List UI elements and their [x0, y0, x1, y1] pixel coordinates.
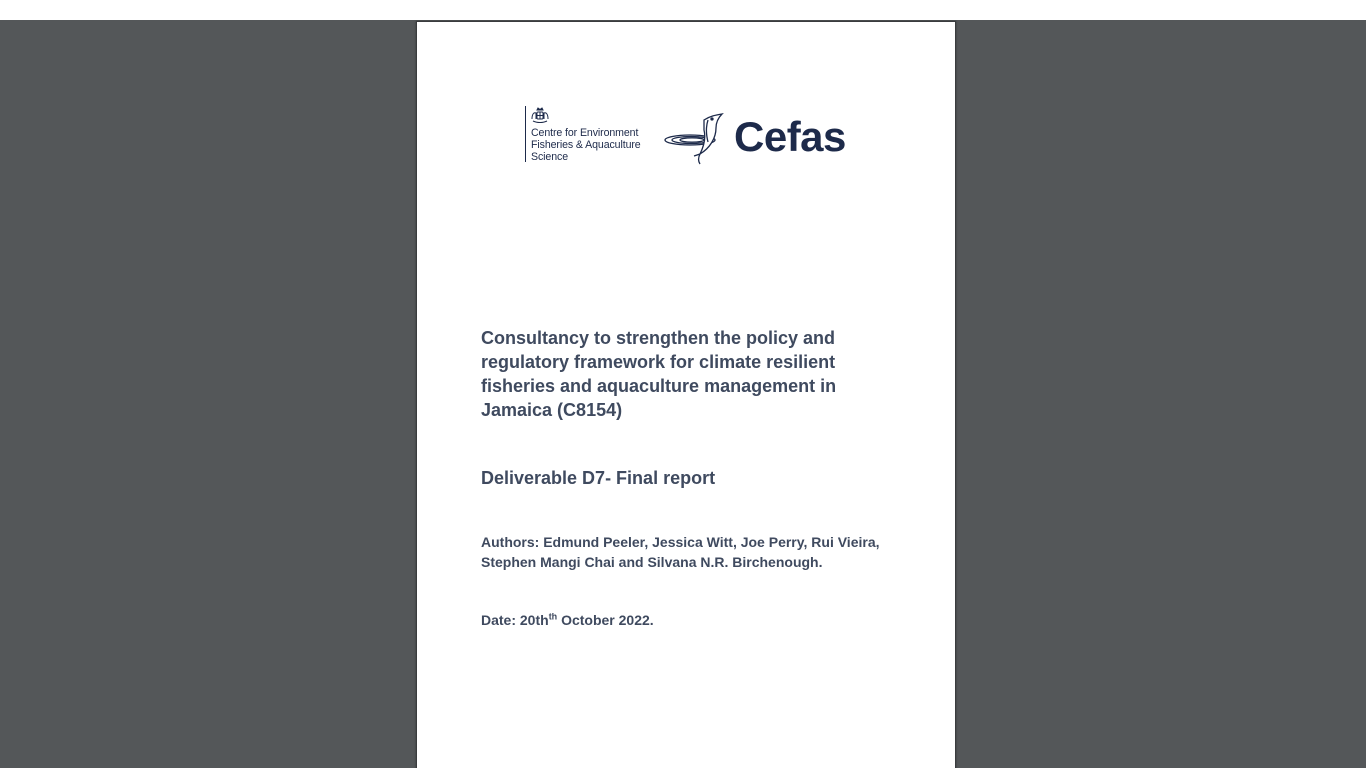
- government-logo: [525, 106, 641, 163]
- government-logo-text: [531, 127, 641, 163]
- report-title: Consultancy to strengthen the policy and regulatory framework for climate resilient fisheries and aquaculture management in Jamaica (C8154): [481, 328, 837, 420]
- logo-block: [525, 106, 855, 162]
- date-superscript: th: [548, 611, 558, 622]
- government-text-line3: Science: [531, 151, 568, 163]
- authors-line: Authors: Edmund Peeler, Jessica Witt, Joe Perry, Rui Vieira, Stephen Mangi Chai and Silvana N.R. Birchenough.: [481, 534, 880, 570]
- government-text-line1: Centre for Environment: [531, 127, 639, 139]
- deliverable-heading: Deliverable D7- Final report: [481, 468, 716, 488]
- document-page: [416, 21, 956, 768]
- date-suffix: October 2022.: [557, 612, 654, 628]
- government-text-line2: Fisheries & Aquaculture: [531, 139, 641, 151]
- date-prefix: Date: 20th: [481, 612, 549, 628]
- royal-crest-icon: [530, 107, 550, 125]
- cefas-fish-logo-icon: [664, 110, 730, 166]
- cefas-wordmark: Cefas: [734, 113, 846, 160]
- report-date: [481, 612, 654, 628]
- document-viewer[interactable]: [0, 20, 1366, 768]
